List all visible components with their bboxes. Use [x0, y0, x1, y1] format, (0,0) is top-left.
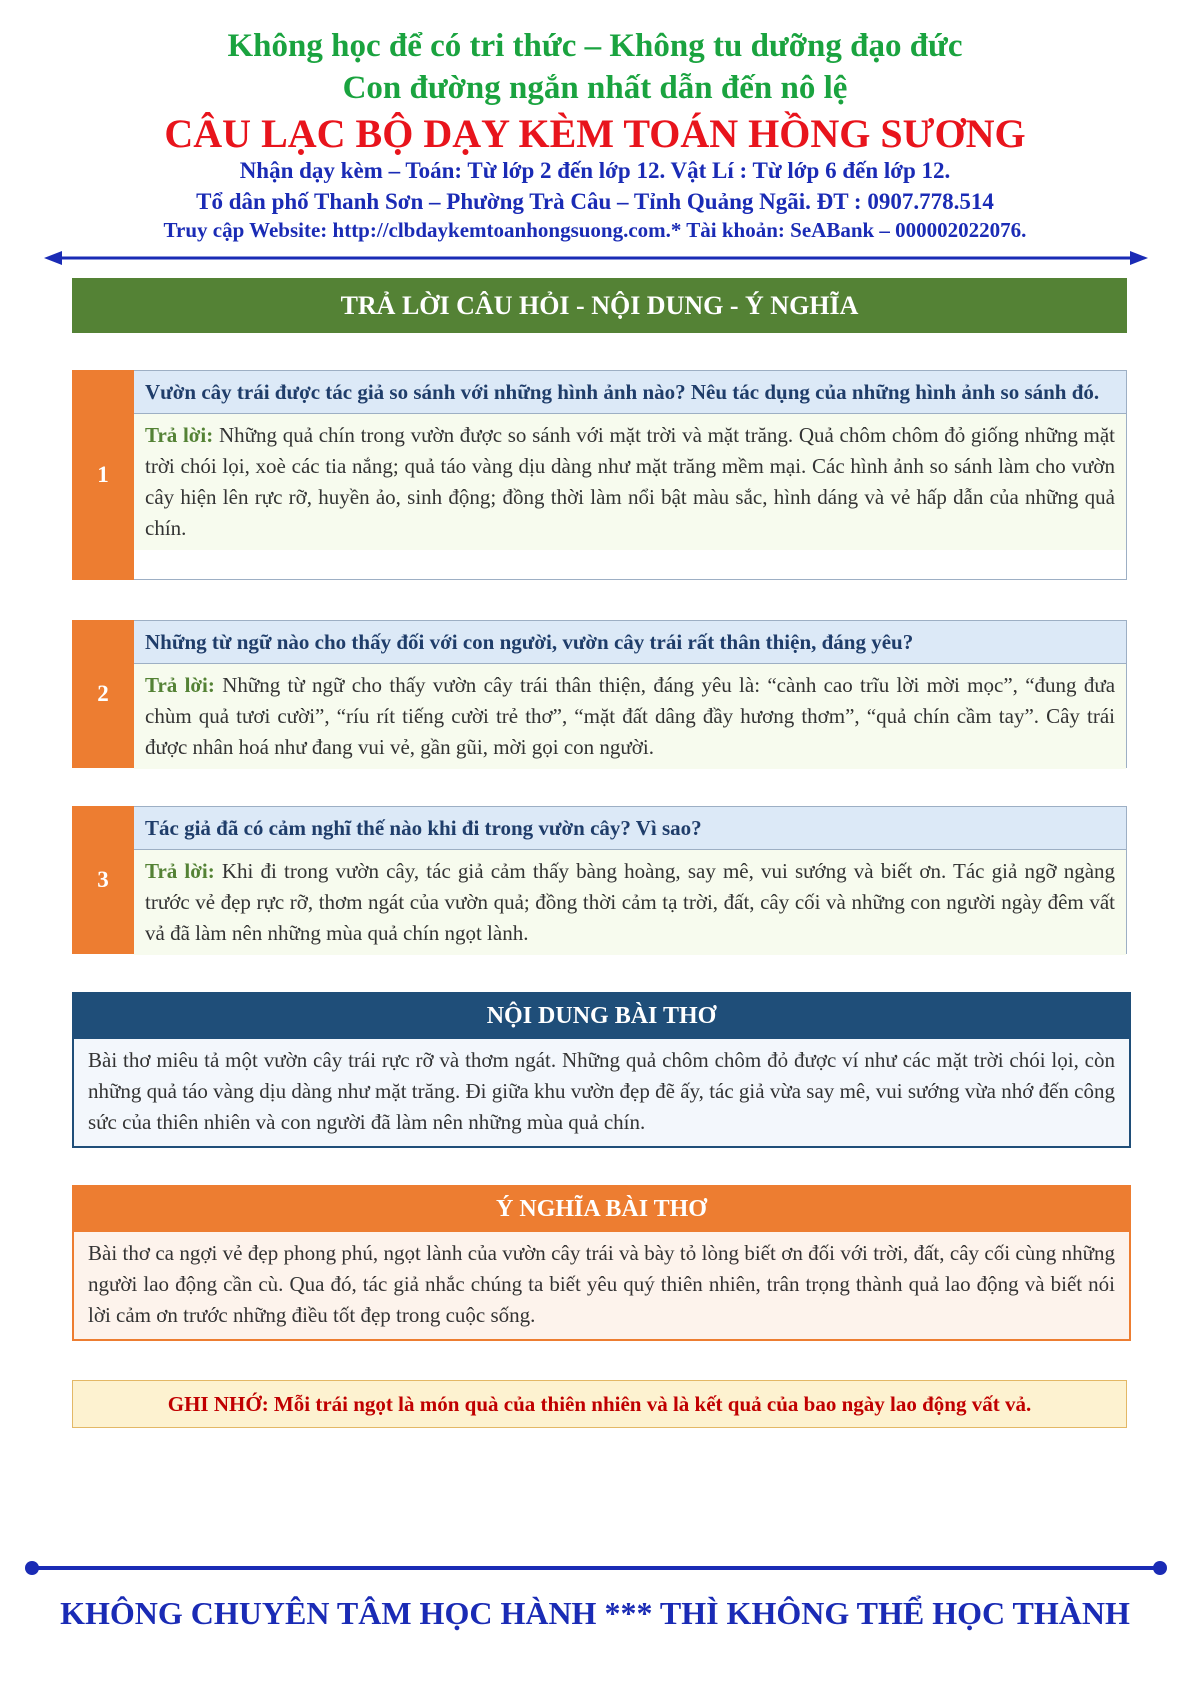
- answer-content: Khi đi trong vườn cây, tác giả cảm thấy bàng hoàng, say mê, vui sướng và biết ơn. Tác giả ngỡ ngàng trước vẻ đẹp rực rỡ, thơm ngát của vườn quả; đồng thời cảm tạ trời, đất, cây cối và những con người ngày đêm vất vả đã làm nên những mùa quả chín ngọt lành.: [145, 859, 1116, 945]
- question-block-1: [72, 370, 1127, 580]
- answer-label: Trả lời:: [145, 423, 214, 447]
- question-block-3: [72, 806, 1127, 954]
- double-arrow-divider: [44, 249, 1148, 267]
- meaning-box-text: Bài thơ ca ngợi vẻ đẹp phong phú, ngọt lành của vườn cây trái và bày tỏ lòng biết ơn đối với trời, đất, cây cối cùng những người lao động cần cù. Qua đó, tác giả nhắc chúng ta biết yêu quý thiên nhiên, trân trọng thành quả lao động và biết nói lời cảm ơn trước những điều tốt đẹp trong cuộc sống.: [74, 1232, 1129, 1339]
- answer-text: [134, 850, 1126, 955]
- answer-content: Những quả chín trong vườn được so sánh với mặt trời và mặt trăng. Quả chôm chôm đỏ giống những mặt trời chói lọi, xoè các tia nắng; quả táo vàng dịu dàng như mặt trăng mềm mại. Các hình ảnh so sánh làm cho vườn cây hiện lên rực rỡ, huyền ảo, sinh động; đồng thời làm nổi bật màu sắc, hình dáng và vẻ hấp dẫn của những quả chín.: [145, 423, 1116, 540]
- question-text: Tác giả đã có cảm nghĩ thế nào khi đi trong vườn cây? Vì sao?: [134, 807, 1126, 850]
- footer-slogan: KHÔNG CHUYÊN TÂM HỌC HÀNH *** THÌ KHÔNG THỂ HỌC THÀNH: [60, 1595, 1130, 1631]
- content-box-title: NỘI DUNG BÀI THƠ: [74, 994, 1129, 1039]
- question-number: 1: [72, 370, 134, 580]
- motto-line-2: Con đường ngắn nhất dẫn đến nô lệ: [342, 70, 848, 106]
- answer-text: [134, 414, 1126, 550]
- content-box: [72, 992, 1131, 1148]
- question-text: Những từ ngữ nào cho thấy đối với con người, vườn cây trái rất thân thiện, đáng yêu?: [134, 621, 1126, 664]
- club-title: CÂU LẠC BỘ DẠY KÈM TOÁN HỒNG SƯƠNG: [164, 111, 1026, 156]
- answer-text: [134, 664, 1126, 769]
- meaning-box-title: Ý NGHĨA BÀI THƠ: [74, 1187, 1129, 1232]
- content-box-text: Bài thơ miêu tả một vườn cây trái rực rỡ và thơm ngát. Những quả chôm chôm đỏ được ví như các mặt trời chói lọi, còn những quả táo vàng dịu dàng như mặt trăng. Đi giữa khu vườn đẹp đẽ ấy, tác giả vừa say mê, vui sướng vừa nhớ đến công sức của thiên nhiên và con người đã làm nên những mùa quả chín.: [74, 1039, 1129, 1146]
- answer-label: Trả lời:: [145, 859, 215, 883]
- website-info: Truy cập Website: http://clbdaykemtoanhongsuong.com.* Tài khoản: SeABank – 000002022076.: [163, 218, 1027, 242]
- question-text: Vườn cây trái được tác giả so sánh với những hình ảnh nào? Nêu tác dụng của những hình ảnh so sánh đó.: [134, 371, 1126, 414]
- remember-note: GHI NHỚ: Mỗi trái ngọt là món quà của thiên nhiên và là kết quả của bao ngày lao động vất vả.: [72, 1380, 1127, 1428]
- teaching-info: Nhận dạy kèm – Toán: Từ lớp 2 đến lớp 12. Vật Lí : Từ lớp 6 đến lớp 12.: [239, 158, 951, 183]
- answer-content: Những từ ngữ cho thấy vườn cây trái thân thiện, đáng yêu là: “cành cao trĩu lời mời mọc”, “đung đưa chùm quả tươi cười”, “ríu rít tiếng cười trẻ thơ”, “mặt đất dâng đầy hương thơm”, “quả chín cầm tay”. Cây trái được nhân hoá như đang vui vẻ, gần gũi, mời gọi con người.: [145, 673, 1116, 759]
- address-info: Tổ dân phố Thanh Sơn – Phường Trà Câu – Tỉnh Quảng Ngãi. ĐT : 0907.778.514: [196, 189, 994, 214]
- meaning-box: [72, 1185, 1131, 1341]
- question-number: 2: [72, 620, 134, 768]
- question-block-2: [72, 620, 1127, 768]
- answer-label: Trả lời:: [145, 673, 215, 697]
- footer-divider: [24, 1560, 1168, 1576]
- question-number: 3: [72, 806, 134, 954]
- motto-line-1: Không học để có tri thức – Không tu dưỡng đạo đức: [227, 28, 963, 64]
- section-banner: TRẢ LỜI CÂU HỎI - NỘI DUNG - Ý NGHĨA: [72, 278, 1127, 333]
